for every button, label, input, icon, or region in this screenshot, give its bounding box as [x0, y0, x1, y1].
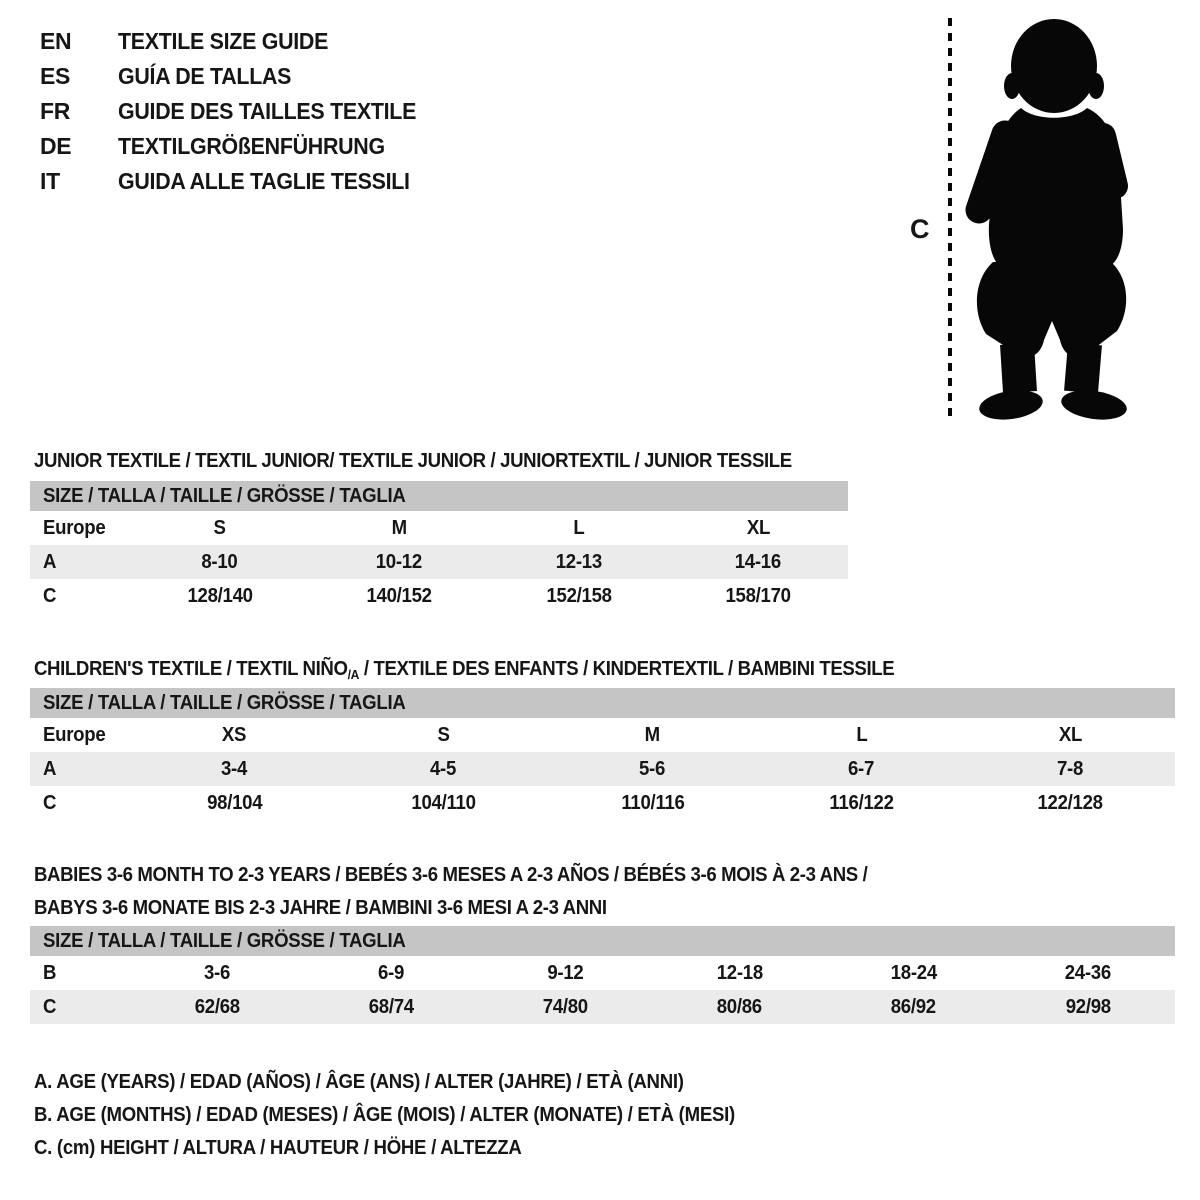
table-cell: XL: [1058, 723, 1083, 746]
table-cell: 18-24: [890, 961, 937, 984]
table-cell: 4-5: [430, 757, 457, 780]
table-cell: 7-8: [1057, 757, 1084, 780]
table-cell: L: [855, 723, 868, 746]
height-measure-dashed-line: [948, 18, 952, 418]
table-cell: 9-12: [547, 961, 584, 984]
table-cell: 158/170: [725, 584, 791, 607]
table-row-europe: [30, 511, 848, 545]
table-cell: 98/104: [206, 791, 263, 814]
table-cell: 152/158: [546, 584, 612, 607]
table-row-europe: [30, 718, 1175, 752]
toddler-silhouette: [955, 14, 1145, 424]
table-cell: 74/80: [542, 995, 589, 1018]
junior-section-title: [34, 450, 849, 473]
language-row: [40, 94, 439, 129]
legend-line-height: C. (cm) HEIGHT / ALTURA / HAUTEUR / HÖHE / ALTEZZA: [34, 1137, 522, 1159]
children-section-title: [34, 658, 959, 682]
table-cell: 92/98: [1065, 995, 1111, 1018]
language-row: [40, 59, 439, 94]
language-code: IT: [40, 168, 60, 194]
guide-title: GUIDA ALLE TAGLIE TESSILI: [118, 168, 410, 194]
guide-title: GUÍA DE TALLAS: [118, 63, 292, 89]
table-cell: 122/128: [1037, 791, 1104, 814]
size-header-bar: [30, 481, 848, 511]
table-cell: 116/122: [829, 791, 894, 814]
table-cell: S: [213, 516, 226, 539]
table-row-age: [30, 752, 1175, 786]
guide-title: TEXTILGRÖßENFÜHRUNG: [118, 133, 385, 159]
table-cell: 3-6: [204, 961, 231, 984]
babies-section-title: [34, 859, 930, 925]
table-cell: 68/74: [368, 995, 414, 1018]
row-label: C: [43, 791, 57, 814]
table-row-height: [30, 786, 1175, 820]
size-header-bar: [30, 688, 1175, 718]
babies-size-table: [30, 926, 1175, 1024]
table-cell: L: [573, 516, 585, 539]
table-cell: 104/110: [411, 791, 476, 814]
legend-line-age-months: B. AGE (MONTHS) / EDAD (MESES) / ÂGE (MOIS) / ALTER (MONATE) / ETÀ (MESI): [34, 1104, 735, 1126]
table-cell: XL: [746, 516, 770, 539]
children-size-table: [30, 688, 1175, 820]
row-label: C: [43, 584, 57, 607]
table-cell: M: [391, 516, 407, 539]
table-cell: 5-6: [639, 757, 666, 780]
table-cell: 12-18: [716, 961, 763, 984]
table-row-height: [30, 990, 1175, 1024]
language-title-list: [40, 24, 439, 199]
table-cell: 12-13: [555, 550, 602, 573]
junior-section-title-text: JUNIOR TEXTILE / TEXTIL JUNIOR/ TEXTILE JUNIOR / JUNIORTEXTIL / JUNIOR TESSILE: [34, 449, 792, 472]
table-cell: 24-36: [1064, 961, 1112, 984]
nino-a-subscript: /A: [347, 666, 360, 682]
row-label: A: [43, 757, 57, 780]
row-label: Europe: [43, 723, 106, 746]
table-cell: 140/152: [366, 584, 432, 607]
language-code: EN: [40, 28, 72, 54]
size-header-text: SIZE / TALLA / TAILLE / GRÖSSE / TAGLIA: [43, 691, 406, 714]
table-cell: 62/68: [194, 995, 240, 1018]
table-cell: 8-10: [201, 550, 238, 573]
table-cell: 110/116: [620, 791, 685, 814]
table-cell: 80/86: [717, 995, 763, 1018]
row-label: A: [43, 550, 57, 573]
size-header-text: SIZE / TALLA / TAILLE / GRÖSSE / TAGLIA: [43, 484, 406, 507]
guide-title: GUIDE DES TAILLES TEXTILE: [118, 98, 417, 124]
children-section-title-text: CHILDREN'S TEXTILE / TEXTIL $NIÑO_{/A}$ / TEXTILE DES ENFANTS / KINDERTEXTIL / BAMBINI TESSILE: [34, 657, 895, 682]
row-label: C: [43, 995, 57, 1018]
table-row-height: [30, 579, 848, 613]
junior-size-table: [30, 481, 848, 613]
size-header-bar: [30, 926, 1175, 956]
language-code: FR: [40, 98, 71, 124]
language-row: [40, 24, 439, 59]
table-cell: 128/140: [187, 584, 253, 607]
row-label: B: [43, 961, 57, 984]
table-cell: 6-7: [848, 757, 875, 780]
legend-line-age-years: A. AGE (YEARS) / EDAD (AÑOS) / ÂGE (ANS) / ALTER (JAHRE) / ETÀ (ANNI): [34, 1071, 684, 1093]
table-cell: 10-12: [376, 550, 423, 573]
table-row-age: [30, 545, 848, 579]
size-header-text: SIZE / TALLA / TAILLE / GRÖSSE / TAGLIA: [43, 929, 406, 952]
table-cell: 14-16: [735, 550, 782, 573]
language-code: DE: [40, 133, 72, 159]
row-label: Europe: [43, 516, 106, 539]
table-cell: XS: [222, 723, 247, 746]
table-cell: 3-4: [221, 757, 248, 780]
table-row-months: [30, 956, 1175, 990]
table-cell: M: [644, 723, 661, 746]
table-cell: S: [437, 723, 450, 746]
babies-section-title-line1: BABIES 3-6 MONTH TO 2-3 YEARS / BEBÉS 3-6 MESES A 2-3 AÑOS / BÉBÉS 3-6 MOIS À 2-3 ANS /: [34, 863, 868, 886]
guide-title: TEXTILE SIZE GUIDE: [118, 28, 329, 54]
language-row: [40, 164, 439, 199]
babies-section-title-line2: BABYS 3-6 MONATE BIS 2-3 JAHRE / BAMBINI 3-6 MESI A 2-3 ANNI: [34, 896, 607, 919]
language-row: [40, 129, 439, 164]
language-code: ES: [40, 63, 71, 89]
table-cell: 86/92: [891, 995, 937, 1018]
table-cell: 6-9: [378, 961, 405, 984]
measurement-legend: [34, 1066, 788, 1165]
height-measure-label: C: [910, 214, 930, 244]
